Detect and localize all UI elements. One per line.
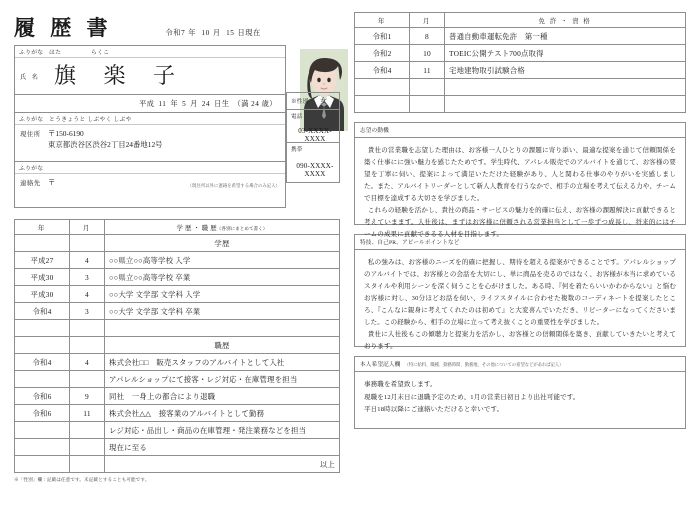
history-table <box>14 219 340 473</box>
table-row <box>15 269 340 286</box>
history-section-work-label: 職歴 <box>105 337 340 354</box>
as-of-month-unit: 月 <box>212 29 221 37</box>
contact-note: （現住所以外に連絡を希望する場合のみ記入） <box>187 183 280 188</box>
contact-furigana-label: ふりがな <box>19 166 44 172</box>
birth-day: 24 <box>201 99 211 108</box>
contact-label: 連絡先 <box>20 180 41 187</box>
history-month: 4 <box>70 286 105 303</box>
table-row <box>15 405 340 422</box>
wish-line-1: 事務職を希望致します。 <box>364 381 437 388</box>
as-of-date <box>164 28 262 38</box>
table-row <box>355 79 686 96</box>
history-year: 令和6 <box>15 405 70 422</box>
history-year: 平成30 <box>15 269 70 286</box>
mobile-cell <box>286 142 340 183</box>
history-month: 3 <box>70 269 105 286</box>
history-month <box>70 320 105 337</box>
contact-postal: 〒 <box>48 178 56 187</box>
birth-month-unit: 月 <box>190 99 198 108</box>
as-of-day-unit: 日現在 <box>237 29 261 37</box>
history-year <box>15 439 70 456</box>
motivation-heading: 志望の動機 <box>355 123 685 138</box>
address-body <box>48 128 163 161</box>
birth-era: 平成 <box>139 99 155 108</box>
history-month: 11 <box>70 405 105 422</box>
birth-month: 5 <box>182 99 187 108</box>
address-furigana-label: ふりがな <box>19 117 44 123</box>
address-label: 現住所 <box>20 131 41 138</box>
right-column <box>354 10 686 429</box>
qualification-month: 11 <box>410 62 445 79</box>
qualification-year: 令和1 <box>355 28 410 45</box>
history-section-work-row <box>15 337 340 354</box>
birth-day-unit: 日生 <box>214 99 230 108</box>
motivation-paragraph-1: 貴社の営業職を志望した理由は、お客様一人ひとりの課題に寄り添い、最適な提案を通じて信頼関係を築く仕事にに強い魅力を感じたためです。学生時代、アパレル販売でのアルバイトを通じて、お客様の要望を丁寧に伺い、提案によって満足いただけた経験があり、人と関わる仕事のやりがいを実感しました。また、アルバイトリーダーとして新人人教育を行うなかで、相手の立場を考えて伝える力や、チームで目標を達成する大切さを学びました。 <box>364 147 676 203</box>
telephone-cell <box>286 109 340 142</box>
address-furigana-value: とうきょうと しぶやく しぶや <box>49 117 132 123</box>
telephone-value: 03-XXXX-XXXX <box>298 127 332 143</box>
qualification-year: 令和4 <box>355 62 410 79</box>
qualifications-table <box>354 12 686 113</box>
birth-row <box>14 94 286 112</box>
name-value: 旗 楽 子 <box>54 63 187 88</box>
table-row <box>355 28 686 45</box>
personal-side-column <box>286 45 340 183</box>
history-section <box>14 219 340 483</box>
qualification-month: 10 <box>410 45 445 62</box>
gender-value: 女 <box>320 97 328 105</box>
history-header-row <box>15 220 340 235</box>
as-of-month: 10 <box>201 29 210 37</box>
name-label: 氏 名 <box>20 73 40 81</box>
history-closing-row <box>15 456 340 473</box>
table-row <box>15 252 340 269</box>
birth-year-unit: 年 <box>170 99 179 108</box>
table-row <box>355 96 686 113</box>
table-row <box>15 388 340 405</box>
as-of-day: 15 <box>226 29 235 37</box>
self-pr-paragraph-2: 貴社に入社後もこの傾聴力と提案力を活かし、お客様との信頼関係を築き、貢献していきたいと考えております。 <box>364 331 676 351</box>
self-pr-heading: 特技、自己PR、アピールポイントなど <box>355 235 685 250</box>
history-month <box>70 422 105 439</box>
birth-age: （満 24 歳） <box>233 99 277 108</box>
wish-heading-note: （特に給料、職種、勤務時間、勤務地、その他についての希望などがあれば記入） <box>404 362 564 367</box>
name-furigana-sei: はた <box>49 50 62 56</box>
table-row <box>15 371 340 388</box>
history-year <box>15 422 70 439</box>
qualifications-header-row <box>355 13 686 28</box>
gender-footnote: ※「性別」欄：記載は任意です。未記載とすることも可能です。 <box>14 477 150 482</box>
table-row <box>355 45 686 62</box>
telephone-label: 電話 <box>291 114 303 120</box>
history-section-education-row <box>15 235 340 252</box>
history-year: 令和4 <box>15 354 70 371</box>
history-col-content-label: 学 歴 ・ 職 歴 <box>176 224 217 232</box>
history-col-month: 月 <box>70 220 105 235</box>
history-year: 令和6 <box>15 388 70 405</box>
qualification-year: 令和2 <box>355 45 410 62</box>
history-text: 株式会社△△ 接客業のアルバイトとして勤務 <box>105 405 340 422</box>
table-row <box>15 422 340 439</box>
history-year <box>15 371 70 388</box>
motivation-body <box>355 138 685 239</box>
wish-line-2: 現職を12月末日に退職予定のため、1月の営業日初日より出社可能です。 <box>364 393 580 401</box>
history-month: 4 <box>70 252 105 269</box>
history-text: ○○県立○○高等学校 入学 <box>105 252 340 269</box>
qualification-month <box>410 79 445 96</box>
table-row <box>15 354 340 371</box>
address-block <box>14 112 286 161</box>
history-text <box>105 320 340 337</box>
history-text: 株式会社□□ 販売スタッフのアルバイトとして入社 <box>105 354 340 371</box>
qualification-month: 8 <box>410 28 445 45</box>
qualification-text: 宅地建物取引試験合格 <box>445 62 686 79</box>
gender-label: ※性別 <box>291 99 309 105</box>
qualification-year <box>355 96 410 113</box>
name-furigana-label: ふりがな <box>19 50 44 56</box>
page-title: 履 歴 書 <box>14 16 113 40</box>
table-row <box>355 62 686 79</box>
name-furigana-row <box>14 45 286 94</box>
history-month: 4 <box>70 354 105 371</box>
history-year <box>15 320 70 337</box>
birth-year: 11 <box>158 99 167 108</box>
history-month <box>70 439 105 456</box>
contact-block <box>14 161 286 208</box>
history-month: 3 <box>70 303 105 320</box>
wish-body <box>355 372 685 428</box>
history-year: 令和4 <box>15 303 70 320</box>
qualification-text: 普通自動車運転免許 第一種 <box>445 28 686 45</box>
name-furigana-mei: らくこ <box>91 50 110 56</box>
table-row <box>15 303 340 320</box>
history-month <box>70 371 105 388</box>
history-text: 現在に至る <box>105 439 340 456</box>
as-of-year-unit: 年 <box>188 29 197 37</box>
qualification-text: TOEIC公開テスト700点取得 <box>445 45 686 62</box>
history-col-content <box>105 220 340 235</box>
qualifications-col-year: 年 <box>355 13 410 28</box>
history-year: 平成30 <box>15 286 70 303</box>
history-text: 同社 一身上の都合により退職 <box>105 388 340 405</box>
qualifications-col-name: 免 許 ・ 資 格 <box>445 13 686 28</box>
mobile-label: 携帯 <box>291 147 303 153</box>
motivation-paragraph-2: これらの経験を活かし、貴社の商品・サービスの魅力を的確に伝え、お客様の課題解決に貢献できると考えていまます。入社後は、まずはお客様に信頼される営業担当として一歩ずつ成長し、将来的にはチームの成果に貢献できるる人材を目指します。 <box>364 207 676 239</box>
table-row <box>15 286 340 303</box>
personal-info-block <box>14 45 340 208</box>
history-text: レジ対応・品出し・商品の在庫管理・発注業務などを担当 <box>105 422 340 439</box>
address-value: 東京都渋谷区渋谷2丁目24番地12号 <box>48 140 163 150</box>
qualification-year <box>355 79 410 96</box>
history-text: ○○大学 文学部 文学科 入学 <box>105 286 340 303</box>
qualifications-section <box>354 12 686 113</box>
self-pr-paragraph-1: 私の強みは、お客様のニーズを的確に把握し、期待を超える提案ができることです。アパレルショップのアルバイトでは、お客様との会話を大切にし、単に商品を売るのではなく、お客様が本当に求めているスタイルや利用シーンを深く伺うことを心がけました。ある時、『何を着たらいいかわからない』と悩むお客様に対し、30分ほどお話を伺い、ライフスタイルに合わせた複数のコーディネートを提案したところ、『こんなに親身に考えてくれたのは初めて』と大変喜んでいただき、リピーターになってくださいました。この経験から、相手の立場に立って考え抜くことの重要性を学びました。 <box>364 259 676 327</box>
history-text: ○○大学 文学部 文学科 卒業 <box>105 303 340 320</box>
name-row <box>15 58 285 94</box>
qualifications-col-month: 月 <box>410 13 445 28</box>
history-section-education-label: 学歴 <box>105 235 340 252</box>
history-col-year: 年 <box>15 220 70 235</box>
postal-code: 〒150-6190 <box>48 129 84 138</box>
self-pr-body <box>355 250 685 351</box>
mobile-value: 090-XXXX-XXXX <box>296 162 334 178</box>
table-row <box>15 320 340 337</box>
wish-heading-row <box>355 357 685 372</box>
history-col-content-note: （各別にまとめて書く） <box>216 225 268 231</box>
history-year: 平成27 <box>15 252 70 269</box>
history-text: アパレルショップにて接客・レジ対応・在庫管理を担当 <box>105 371 340 388</box>
wish-heading: 本人希望記入欄 <box>360 362 401 368</box>
qualification-text <box>445 96 686 113</box>
left-column <box>14 10 340 483</box>
history-month: 9 <box>70 388 105 405</box>
motivation-panel <box>354 122 686 239</box>
self-pr-panel <box>354 234 686 351</box>
history-text: ○○県立○○高等学校 卒業 <box>105 269 340 286</box>
wish-panel <box>354 356 686 429</box>
qualification-text <box>445 79 686 96</box>
gender-cell <box>286 92 340 109</box>
document-header <box>14 10 340 40</box>
table-row <box>15 439 340 456</box>
history-closing: 以上 <box>105 456 340 473</box>
wish-line-3: 平日18時以降にご連絡いただけると幸いです。 <box>364 406 504 414</box>
qualification-month <box>410 96 445 113</box>
as-of-era: 令和7 <box>165 29 186 37</box>
